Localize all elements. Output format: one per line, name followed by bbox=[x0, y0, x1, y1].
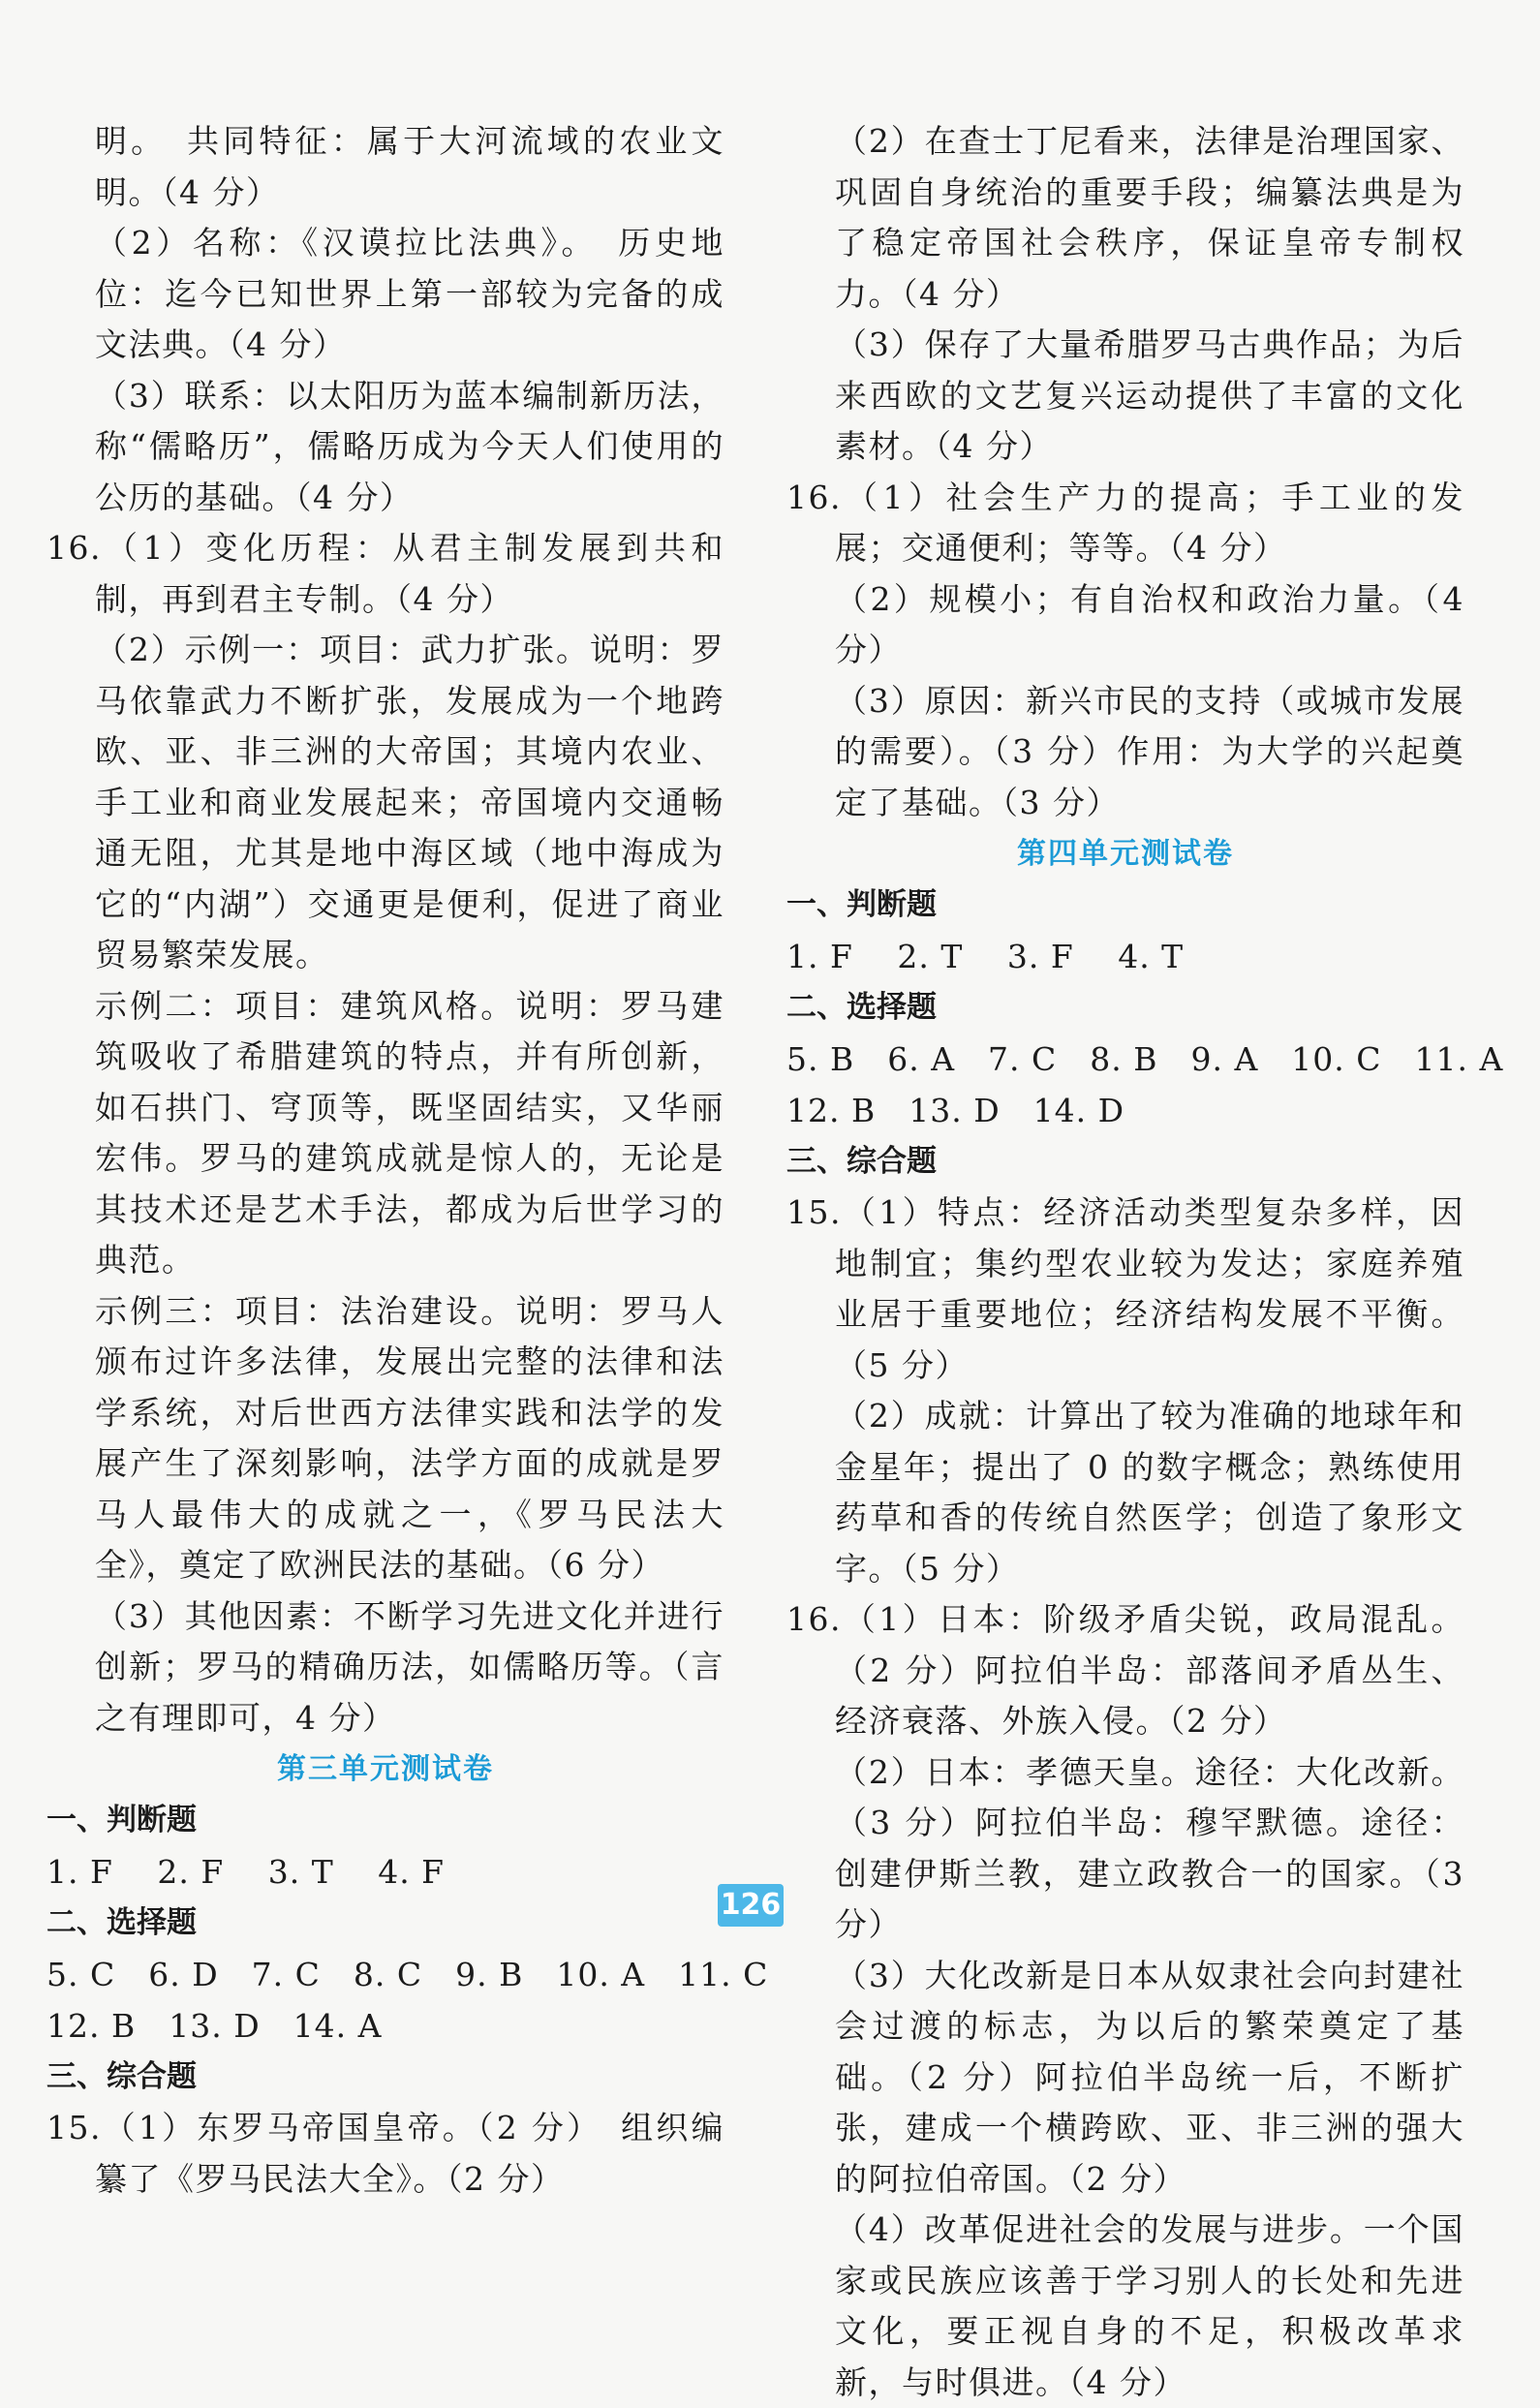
section-heading-choice: 二、选择题 bbox=[786, 990, 937, 1025]
question-16-answer: 16.（1）社会生产力的提高；手工业的发展；交通便利；等等。（4 分） bbox=[786, 478, 1464, 567]
section-heading-comprehensive: 三、综合题 bbox=[786, 1144, 937, 1179]
judgement-answers: 1. F 2. T 3. F 4. T bbox=[786, 938, 1185, 975]
judgement-answers: 1. F 2. F 3. T 4. F bbox=[46, 1853, 446, 1891]
answer-paragraph: （2）在查士丁尼看来，法律是治理国家、巩固自身统治的重要手段；编纂法典是为了稳定帝国社会秩序，保证皇帝专制权力。（4 分） bbox=[835, 122, 1464, 313]
answer-paragraph: 示例三：项目：法治建设。说明：罗马人颁布过许多法律，发展出完整的法律和法学系统，对后世西方法律实践和法学的发展产生了深刻影响，法学方面的成就是罗马人最伟大的成就之一，《罗马民法大全》，奠定了欧洲民法的基础。（6 分） bbox=[95, 1291, 724, 1584]
section-heading-comprehensive: 三、综合题 bbox=[46, 2059, 197, 2094]
section-heading-choice: 二、选择题 bbox=[46, 1905, 197, 1940]
answer-paragraph: （2）示例一：项目：武力扩张。说明：罗马依靠武力不断扩张，发展成为一个地跨欧、亚、非三洲的大帝国；其境内农业、手工业和商业发展起来；帝国境内交通畅通无阻，尤其是地中海区域（地中海成为它的“内湖”）交通更是便利，促进了商业贸易繁荣发展。 bbox=[95, 631, 724, 973]
answer-paragraph: （3）原因：新兴市民的支持（或城市发展的需要）。（3 分）作用：为大学的兴起奠定了基础。（3 分） bbox=[835, 681, 1464, 821]
unit-3-title: 第三单元测试卷 bbox=[277, 1752, 494, 1786]
answer-paragraph: （2）日本：孝德天皇。途径：大化改新。（3 分）阿拉伯半岛：穆罕默德。途径：创建伊斯兰教，建立政教合一的国家。（3 分） bbox=[835, 1752, 1464, 1943]
choice-answers-line-2: 12. B 13. D 14. D bbox=[786, 1092, 1125, 1129]
section-heading-judgement: 一、判断题 bbox=[46, 1803, 197, 1837]
answer-paragraph: （3）大化改新是日本从奴隶社会向封建社会过渡的标志，为以后的繁荣奠定了基础。（2 分）阿拉伯半岛统一后，不断扩张，建成一个横跨欧、亚、非三洲的强大的阿拉伯帝国。（2 分） bbox=[835, 1956, 1464, 2198]
choice-answers-line-2: 12. B 13. D 14. A bbox=[46, 2007, 383, 2045]
page-number-badge: 126 bbox=[718, 1884, 784, 1927]
right-column bbox=[786, 116, 1504, 2408]
answer-paragraph: （2）名称：《汉谟拉比法典》。 历史地位：迄今已知世界上第一部较为完备的成文法典。（4 分） bbox=[95, 224, 724, 363]
question-15-answer: 15.（1）东罗马帝国皇帝。（2 分） 组织编纂了《罗马民法大全》。（2 分） bbox=[46, 2109, 724, 2198]
question-15-answer: 15.（1）特点：经济活动类型复杂多样，因地制宜；集约型农业较为发达；家庭养殖业居于重要地位；经济结构发展不平衡。（5 分） bbox=[786, 1193, 1464, 1384]
answer-paragraph: （3）联系：以太阳历为蓝本编制新历法，称“儒略历”，儒略历成为今天人们使用的公历的基础。（4 分） bbox=[95, 376, 724, 516]
answer-paragraph: 明。 共同特征：属于大河流域的农业文明。（4 分） bbox=[95, 122, 724, 211]
answer-paragraph: 示例二：项目：建筑风格。说明：罗马建筑吸收了希腊建筑的特点，并有所创新，如石拱门、穹顶等，既坚固结实，又华丽宏伟。罗马的建筑成就是惊人的，无论是其技术还是艺术手法，都成为后世学习的典范。 bbox=[95, 986, 724, 1279]
answer-paragraph: （4）改革促进社会的发展与进步。一个国家或民族应该善于学习别人的长处和先进文化，要正视自身的不足，积极改革求新，与时俱进。（4 分） bbox=[835, 2210, 1464, 2401]
choice-answers-line-1: 5. C 6. D 7. C 8. C 9. B 10. A 11. C bbox=[46, 1956, 769, 1993]
answer-paragraph: （3）保存了大量希腊罗马古典作品；为后来西欧的文艺复兴运动提供了丰富的文化素材。（4 分） bbox=[835, 325, 1464, 465]
question-16-answer: 16.（1）日本：阶级矛盾尖锐，政局混乱。（2 分）阿拉伯半岛：部落间矛盾丛生、经济衰落、外族入侵。（2 分） bbox=[786, 1600, 1464, 1740]
answer-paragraph: （3）其他因素：不断学习先进文化并进行创新；罗马的精确历法，如儒略历等。（言之有理即可，4 分） bbox=[95, 1596, 724, 1737]
choice-answers-line-1: 5. B 6. A 7. C 8. B 9. A 10. C 11. A bbox=[786, 1040, 1504, 1078]
unit-4-title: 第四单元测试卷 bbox=[1017, 837, 1234, 871]
question-16-answer: 16.（1）变化历程：从君主制发展到共和制，再到君主专制。（4 分） bbox=[46, 529, 724, 618]
section-heading-judgement: 一、判断题 bbox=[786, 887, 937, 922]
answer-paragraph: （2）成就：计算出了较为准确的地球年和金星年；提出了 0 的数字概念；熟练使用药草和香的传统自然医学；创造了象形文字。（5 分） bbox=[835, 1397, 1464, 1588]
answer-paragraph: （2）规模小；有自治权和政治力量。（4 分） bbox=[835, 579, 1464, 668]
